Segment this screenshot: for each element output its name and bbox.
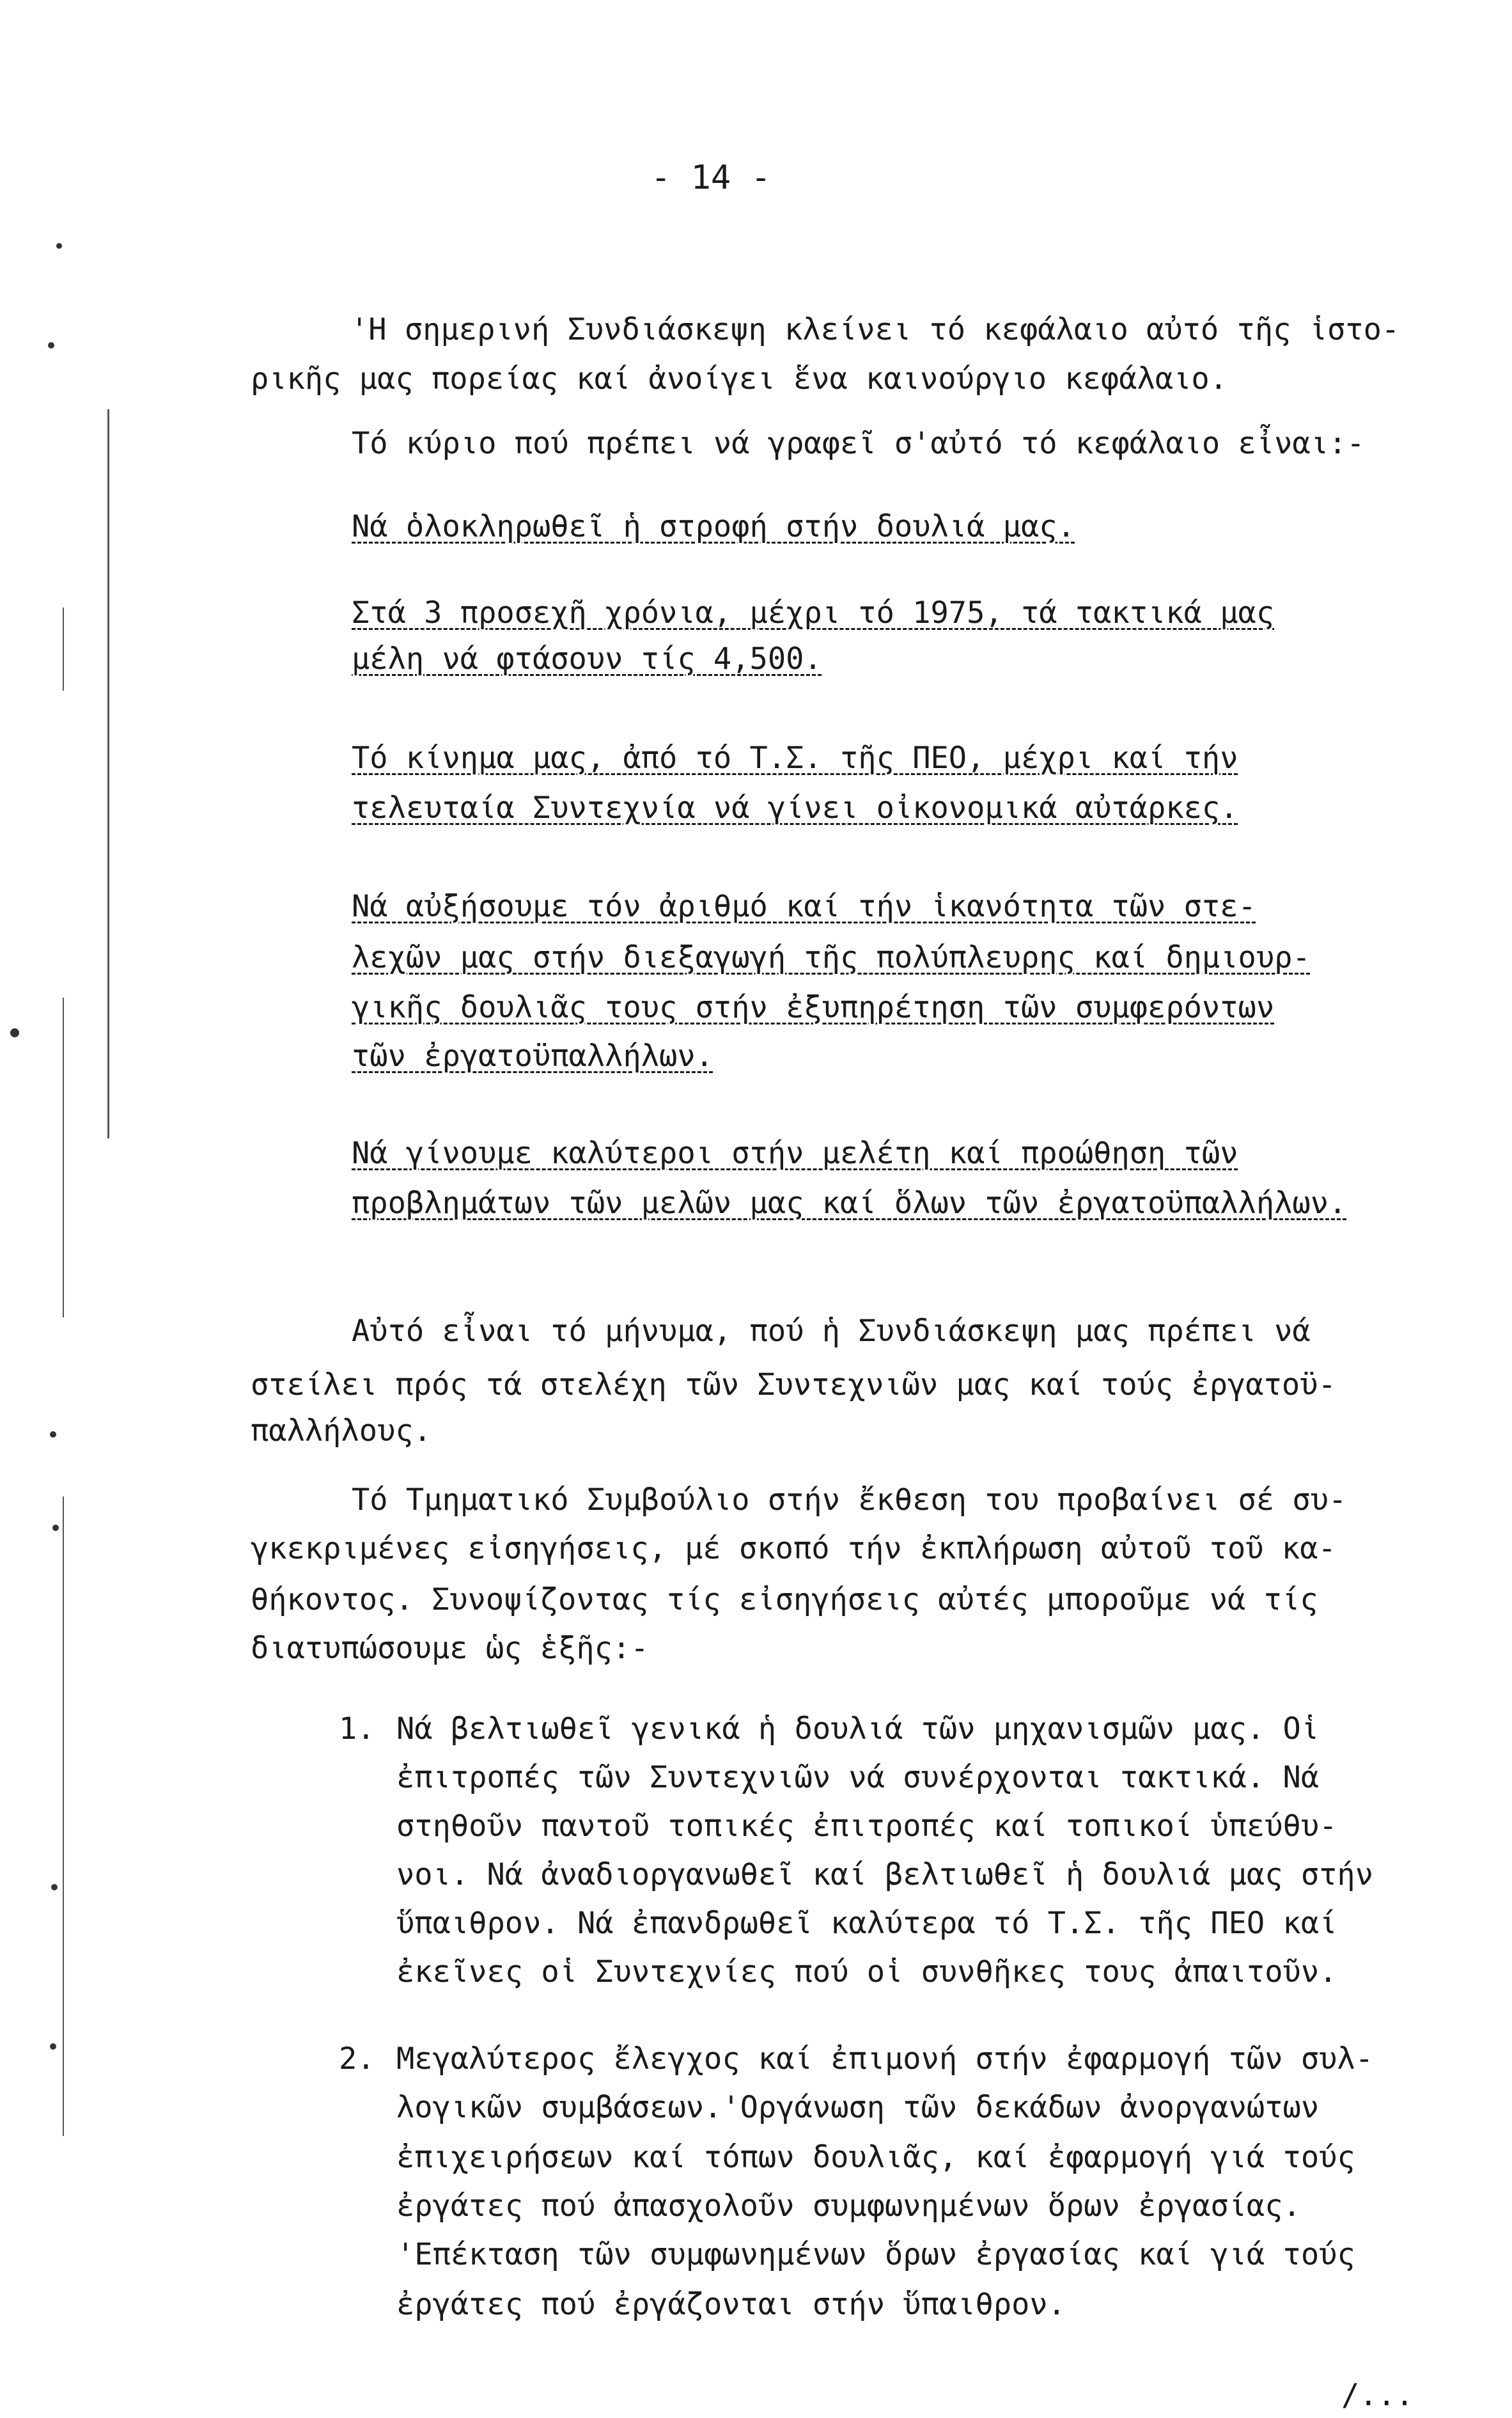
goal-line: Τό κίνημα μας, ἀπό τό Τ.Σ. τῆς ΠΕΟ, μέχρι καί τήν — [352, 741, 1238, 776]
list-item-number: 2. — [339, 2041, 375, 2076]
scan-speck — [52, 1525, 59, 1531]
goal-line: γικῆς δουλιᾶς τους στήν ἐξυπηρέτηση τῶν συμφερόντων — [352, 990, 1275, 1025]
list-item-line: νοι. Νά ἀναδιοργανωθεῖ καί βελτιωθεῖ ἡ δουλιά μας στήν — [396, 1857, 1374, 1892]
list-item-line: ἐργάτες πού ἐργάζονται στήν ὕπαιθρον. — [396, 2287, 1066, 2322]
page-number: - 14 - — [651, 159, 771, 197]
scan-speck — [50, 2043, 56, 2050]
list-item-line: ἐκεῖνες οἱ Συντεχνίες πού οἱ συνθῆκες τους ἀπαιτοῦν. — [396, 1954, 1337, 1990]
scan-speck — [51, 1884, 58, 1890]
intro-line: ρικῆς μας πορείας καί ἀνοίγει ἕνα καινούργιο κεφάλαιο. — [251, 361, 1228, 396]
message-line: στείλει πρός τά στελέχη τῶν Συντεχνιῶν μας καί τούς ἐργατοϋ- — [251, 1367, 1336, 1402]
council-line: Τό Τμηματικό Συμβούλιο στήν ἔκθεση του προβαίνει σέ συ- — [352, 1482, 1347, 1518]
margin-line — [63, 1496, 64, 2136]
scan-speck — [50, 1431, 56, 1438]
goal-line: Νά ὁλοκληρωθεῖ ἡ στροφή στήν δουλιά μας. — [352, 509, 1075, 544]
goal-line: λεχῶν μας στήν διεξαγωγή τῆς πολύπλευρης καί δημιουρ- — [352, 940, 1311, 975]
goal-line: Νά γίνουμε καλύτεροι στήν μελέτη καί προώθηση τῶν — [352, 1136, 1238, 1171]
scan-speck — [10, 1028, 19, 1037]
intro-line: Τό κύριο πού πρέπει νά γραφεῖ σ'αὐτό τό κεφάλαιο εἶναι:- — [352, 426, 1365, 461]
message-line: Αὐτό εἶναι τό μήνυμα, πού ἡ Συνδιάσκεψη μας πρέπει νά — [352, 1314, 1311, 1349]
margin-line — [63, 998, 64, 1317]
goal-line: προβλημάτων τῶν μελῶν μας καί ὅλων τῶν ἐργατοϋπαλλήλων. — [352, 1186, 1347, 1221]
margin-line — [107, 409, 109, 1138]
council-line: γκεκριμένες εἰσηγήσεις, μέ σκοπό τήν ἐκπλήρωση αὐτοῦ τοῦ κα- — [251, 1531, 1336, 1566]
list-item-line: ὕπαιθρον. Νά ἐπανδρωθεῖ καλύτερα τό Τ.Σ. τῆς ΠΕΟ καί — [396, 1906, 1337, 1941]
goal-line: τελευταία Συντεχνία νά γίνει οἰκονομικά αὐτάρκες. — [352, 790, 1238, 826]
goal-line: μέλη νά φτάσουν τίς 4,500. — [352, 641, 822, 677]
scan-speck — [56, 243, 62, 249]
list-item-line: ἐπιτροπές τῶν Συντεχνιῶν νά συνέρχονται τακτικά. Νά — [396, 1760, 1320, 1795]
list-item-line: στηθοῦν παντοῦ τοπικές ἐπιτροπές καί τοπικοί ὑπεύθυ- — [396, 1809, 1337, 1844]
list-item-number: 1. — [339, 1711, 375, 1747]
list-item-line: Νά βελτιωθεῖ γενικά ἡ δουλιά τῶν μηχανισμῶν μας. Οἱ — [396, 1711, 1320, 1747]
council-line: διατυπώσουμε ὡς ἑξῆς:- — [251, 1631, 649, 1666]
goal-line: Στά 3 προσεχῆ χρόνια, μέχρι τό 1975, τά τακτικά μας — [352, 595, 1275, 631]
continuation-mark: /... — [1341, 2378, 1414, 2413]
margin-line — [63, 608, 64, 691]
list-item-line: ἐργάτες πού ἀπασχολοῦν συμφωνημένων ὅρων ἐργασίας. — [396, 2188, 1301, 2224]
intro-line: 'Η σημερινή Συνδιάσκεψη κλείνει τό κεφάλαιο αὐτό τῆς ἱστο- — [350, 312, 1400, 347]
scan-speck — [48, 342, 54, 349]
goal-line: Νά αὐξήσουμε τόν ἀριθμό καί τήν ἱκανότητα τῶν στε- — [352, 889, 1256, 924]
list-item-line: 'Επέκταση τῶν συμφωνημένων ὅρων ἐργασίας καί γιά τούς — [396, 2237, 1355, 2272]
list-item-line: ἐπιχειρήσεων καί τόπων δουλιᾶς, καί ἐφαρμογή γιά τούς — [396, 2140, 1355, 2175]
message-line: παλλήλους. — [251, 1413, 432, 1448]
council-line: θήκοντος. Συνοψίζοντας τίς εἰσηγήσεις αὐτές μποροῦμε νά τίς — [251, 1582, 1318, 1617]
list-item-line: Μεγαλύτερος ἔλεγχος καί ἐπιμονή στήν ἐφαρμογή τῶν συλ- — [396, 2041, 1374, 2076]
goal-line: τῶν ἐργατοϋπαλλήλων. — [352, 1039, 713, 1074]
list-item-line: λογικῶν συμβάσεων.'Οργάνωση τῶν δεκάδων ἀνοργανώτων — [396, 2090, 1320, 2125]
